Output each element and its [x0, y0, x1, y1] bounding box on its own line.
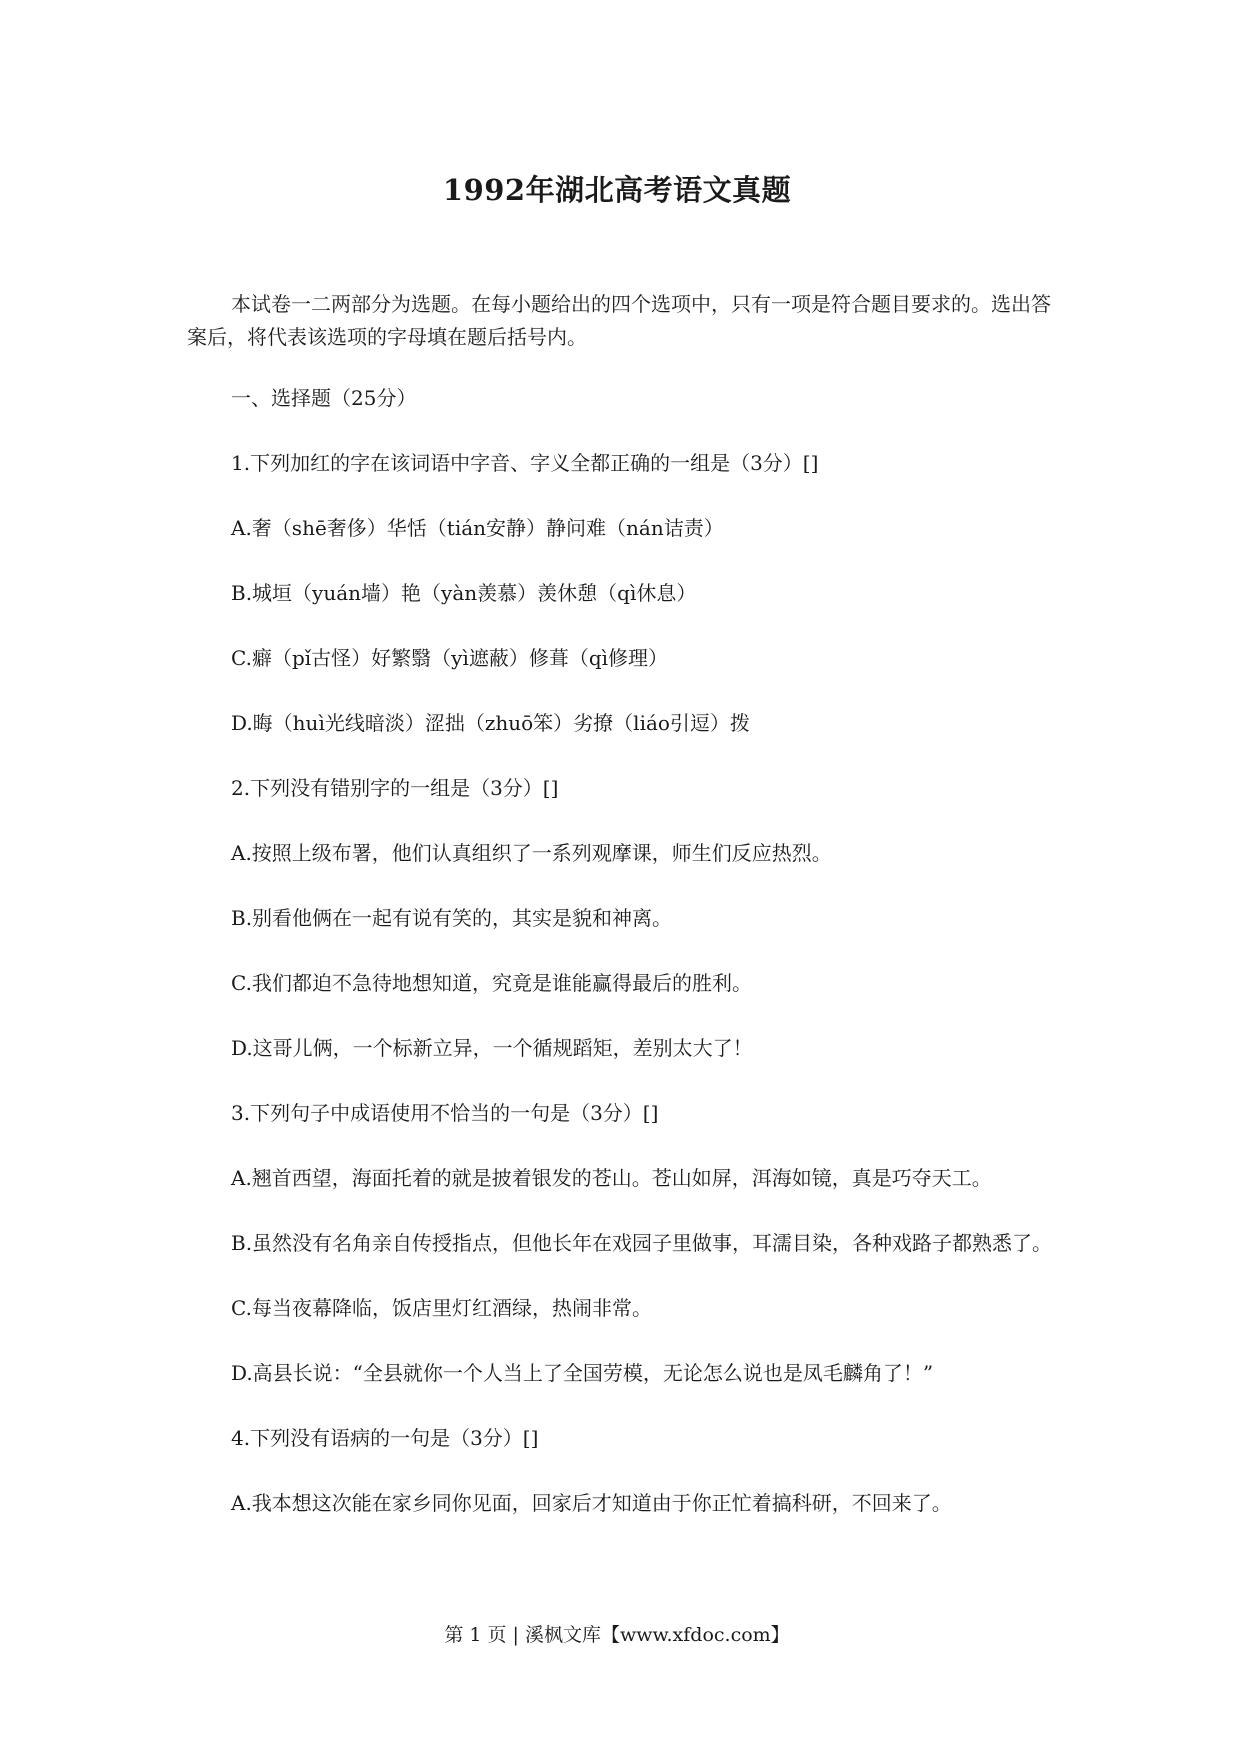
question-line: 3.下列句子中成语使用不恰当的一句是（3分）[] [231, 1101, 659, 1125]
option-line: B.虽然没有名角亲自传授指点，但他长年在戏园子里做事，耳濡目染，各种戏路子都熟悉了。 [231, 1231, 1053, 1255]
question-line: 1.下列加红的字在该词语中字音、字义全都正确的一组是（3分）[] [231, 451, 819, 475]
option-line: B.别看他俩在一起有说有笑的，其实是貌和神离。 [231, 906, 673, 930]
option-line: B.城垣（yuán墙）艳（yàn羡慕）羡休憩（qì休息） [231, 581, 697, 605]
section-heading: 一、选择题（25分） [231, 386, 417, 410]
option-line: D.这哥儿俩，一个标新立异，一个循规蹈矩，差别太大了！ [231, 1036, 753, 1060]
document-body [187, 288, 1057, 1552]
question-line: 4.下列没有语病的一句是（3分）[] [231, 1426, 539, 1450]
intro-paragraph: 本试卷一二两部分为选题。在每小题给出的四个选项中，只有一项是符合题目要求的。选出答案后，将代表该选项的字母填在题后括号内。 [187, 292, 1051, 349]
page-footer: 第 1 页 | 溪枫文库【www.xfdoc.com】 [444, 1624, 790, 1646]
option-line: A.翘首西望，海面托着的就是披着银发的苍山。苍山如屏，洱海如镜，真是巧夺天工。 [231, 1166, 992, 1190]
option-line: C.每当夜幕降临，饭店里灯红酒绿，热闹非常。 [231, 1296, 652, 1320]
option-line: C.我们都迫不急待地想知道，究竟是谁能赢得最后的胜利。 [231, 971, 752, 995]
option-line: D.高县长说：“全县就你一个人当上了全国劳模，无论怎么说也是凤毛麟角了！” [231, 1361, 934, 1385]
question-line: 2.下列没有错别字的一组是（3分）[] [231, 776, 559, 800]
option-line: A.按照上级布署，他们认真组织了一系列观摩课，师生们反应热烈。 [231, 841, 832, 865]
option-line: A.奢（shē奢侈）华恬（tián安静）静问难（nán诘责） [231, 516, 724, 540]
page-title: 1992年湖北高考语文真题 [442, 173, 792, 207]
option-line: D.晦（huì光线暗淡）涩拙（zhuō笨）劣撩（liáo引逗）拨 [231, 711, 750, 735]
option-line: C.癖（pǐ古怪）好繁翳（yì遮蔽）修葺（qì修理） [231, 646, 669, 670]
option-line: A.我本想这次能在家乡同你见面，回家后才知道由于你正忙着搞科研，不回来了。 [231, 1491, 952, 1515]
